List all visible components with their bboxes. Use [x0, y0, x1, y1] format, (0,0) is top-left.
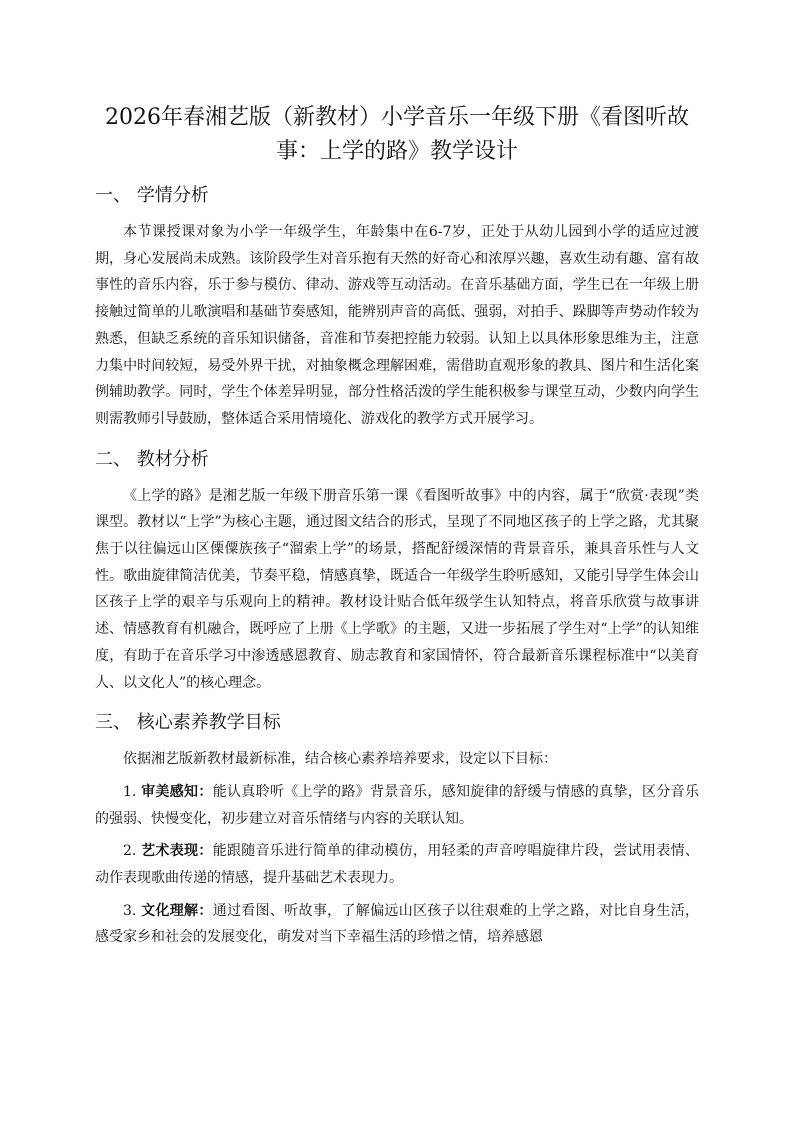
- goal-item: [95, 838, 699, 891]
- section-teaching-goals: [95, 710, 699, 951]
- goal-number: 2.: [123, 843, 137, 860]
- section-paragraph: 《上学的路》是湘艺版一年级下册音乐第一课《看图听故事》中的内容，属于“欣赏·表现”类课型。教材以“上学”为核心主题，通过图文结合的形式，呈现了不同地区孩子的上学之路，尤其聚焦于以往偏远山区傈僳族孩子“溜索上学”的场景，搭配舒缓深情的背景音乐，兼具音乐性与人文性。歌曲旋律简洁优美，节奏平稳，情感真挚，既适合一年级学生聆听感知，又能引导学生体会山区孩子上学的艰辛与乐观向上的精神。教材设计贴合低年级学生认知特点，将音乐欣赏与故事讲述、情感教育有机融合，既呼应了上册《上学歌》的主题，又进一步拓展了学生对“上学”的认知维度，有助于在音乐学习中渗透感恩教育、励志教育和家国情怀，符合最新音乐课程标准中“以美育人、以文化人”的核心理念。: [95, 487, 699, 691]
- document-page: [95, 101, 699, 957]
- goal-item: [95, 898, 699, 951]
- goal-item: [95, 779, 699, 832]
- goal-number: 3.: [123, 902, 137, 919]
- goal-text: 能跟随音乐进行简单的律动模仿，用轻柔的声音哼唱旋律片段，尝试用表情、动作表现歌曲传递的情感，提升基础艺术表现力。: [95, 843, 699, 887]
- document-title: 2026年春湘艺版（新教材）小学音乐一年级下册《看图听故事：上学的路》教学设计: [105, 105, 689, 164]
- section-heading: 一、 学情分析: [95, 185, 209, 206]
- section-textbook-analysis: [95, 447, 699, 697]
- section-learner-analysis: [95, 183, 699, 433]
- section-heading: 三、 核心素养教学目标: [95, 712, 281, 734]
- goals-intro: 依据湘艺版新教材最新标准，结合核心素养培养要求，设定以下目标：: [123, 751, 557, 768]
- goal-text: 通过看图、听故事，了解偏远山区孩子以往艰难的上学之路，对比自身生活，感受家乡和社会的发展变化，萌发对当下幸福生活的珍惜之情，培养感恩: [95, 902, 699, 946]
- goal-term: 艺术表现：: [141, 843, 213, 860]
- goal-text: 能认真聆听《上学的路》背景音乐，感知旋律的舒缓与情感的真挚，区分音乐的强弱、快慢变化，初步建立对音乐情绪与内容的关联认知。: [95, 783, 699, 827]
- section-heading: 二、 教材分析: [95, 448, 209, 470]
- goal-term: 文化理解：: [141, 902, 213, 919]
- goal-term: 审美感知：: [141, 783, 213, 800]
- section-paragraph: 本节课授课对象为小学一年级学生，年龄集中在6-7岁，正处于从幼儿园到小学的适应过渡期，身心发展尚未成熟。该阶段学生对音乐抱有天然的好奇心和浓厚兴趣，喜欢生动有趣、富有故事性的音乐内容，乐于参与模仿、律动、游戏等互动活动。在音乐基础方面，学生已在一年级上册接触过简单的儿歌演唱和基础节奏感知，能辨别声音的高低、强弱，对拍手、跺脚等声势动作较为熟悉，但缺乏系统的音乐知识储备，音准和节奏把控能力较弱。认知上以具体形象思维为主，注意力集中时间较短，易受外界干扰，对抽象概念理解困难，需借助直观形象的教具、图片和生活化案例辅助教学。同时，学生个体差异明显，部分性格活泼的学生能积极参与课堂互动，少数内向学生则需教师引导鼓励，整体适合采用情境化、游戏化的教学方式开展学习。: [95, 224, 699, 427]
- goal-number: 1.: [123, 783, 137, 800]
